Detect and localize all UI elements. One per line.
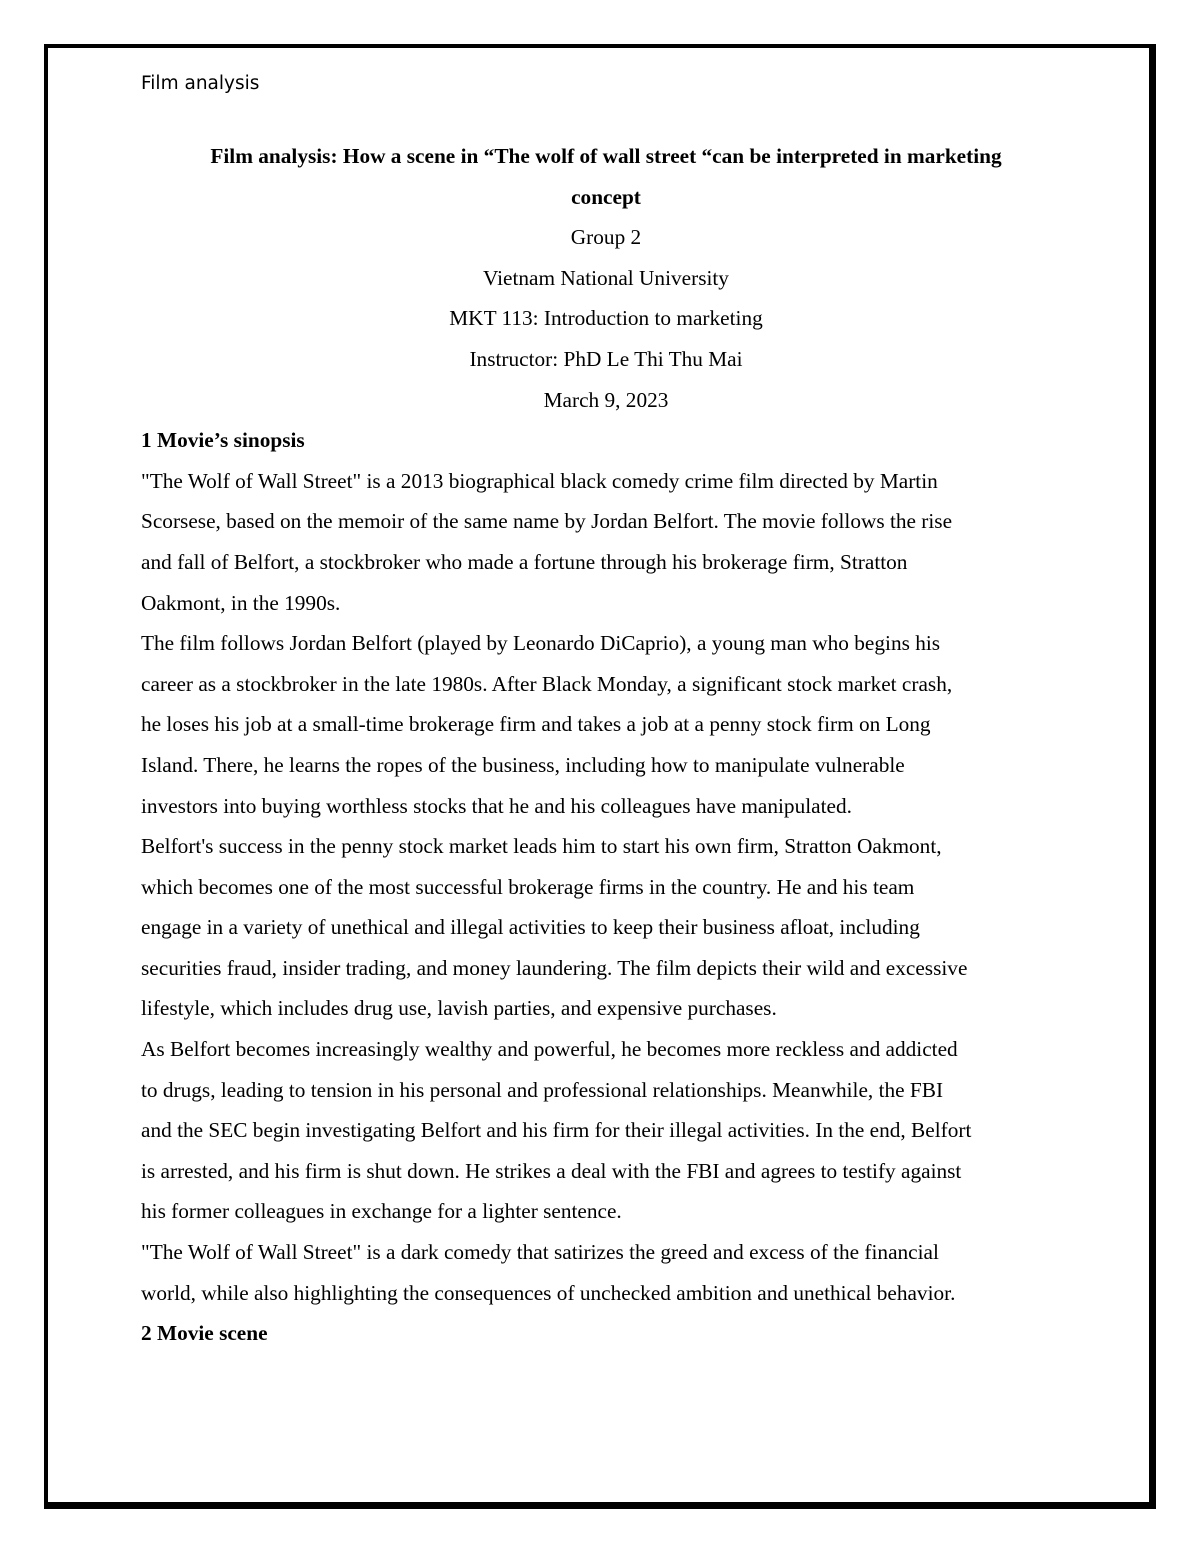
paragraph [141, 1232, 1071, 1313]
header-label: Film analysis [141, 73, 260, 94]
paragraph-line: his former colleagues in exchange for a lighter sentence. [141, 1199, 622, 1224]
paragraph [141, 826, 1071, 1029]
paragraph-line: and fall of Belfort, a stockbroker who made a fortune through his brokerage firm, Stratton [141, 549, 908, 574]
section-heading-movie-scene: 2 Movie scene [141, 1321, 268, 1346]
paragraph-line: "The Wolf of Wall Street" is a dark comedy that satirizes the greed and excess of the financial [141, 1240, 939, 1265]
paragraph-line: lifestyle, which includes drug use, lavish parties, and expensive purchases. [141, 996, 777, 1021]
paragraph-line: securities fraud, insider trading, and money laundering. The film depicts their wild and excessive [141, 955, 968, 980]
title-line: concept [571, 184, 641, 209]
paragraph-line: Scorsese, based on the memoir of the same name by Jordan Belfort. The movie follows the rise [141, 509, 953, 534]
university-name: Vietnam National University [483, 265, 729, 290]
title-line: Film analysis: How a scene in “The wolf of wall street “can be interpreted in marketing [210, 144, 1002, 168]
paragraph-line: engage in a variety of unethical and illegal activities to keep their business afloat, including [141, 915, 920, 940]
paragraph-line: is arrested, and his firm is shut down. He strikes a deal with the FBI and agrees to testify against [141, 1158, 962, 1183]
instructor-name: Instructor: PhD Le Thi Thu Mai [469, 346, 743, 371]
paragraph [141, 623, 1071, 826]
paragraph-line: investors into buying worthless stocks that he and his colleagues have manipulated. [141, 793, 852, 818]
course-name: MKT 113: Introduction to marketing [449, 306, 763, 331]
paragraph [141, 1029, 1071, 1232]
paragraph-line: world, while also highlighting the consequences of unchecked ambition and unethical behavior. [141, 1280, 956, 1305]
paragraph-line: he loses his job at a small-time brokerage firm and takes a job at a penny stock firm on Long [141, 712, 931, 737]
paragraph-line: As Belfort becomes increasingly wealthy and powerful, he becomes more reckless and addicted [141, 1037, 958, 1062]
paragraph-line: career as a stockbroker in the late 1980s. After Black Monday, a significant stock market crash, [141, 671, 953, 696]
section-heading-synopsis: 1 Movie’s sinopsis [141, 428, 305, 453]
document-title [141, 136, 1071, 217]
group-name: Group 2 [570, 225, 642, 250]
paragraph-line: The film follows Jordan Belfort (played by Leonardo DiCaprio), a young man who begins his [141, 631, 941, 656]
paragraph [141, 461, 1071, 623]
paragraph-line: Oakmont, in the 1990s. [141, 590, 341, 615]
paragraph-line: to drugs, leading to tension in his personal and professional relationships. Meanwhile, the FBI [141, 1077, 944, 1102]
document-date: March 9, 2023 [543, 387, 669, 412]
paragraph-line: Belfort's success in the penny stock market leads him to start his own firm, Stratton Oakmont, [141, 834, 942, 859]
document-body [141, 136, 1071, 1354]
paragraph-line: "The Wolf of Wall Street" is a 2013 biographical black comedy crime film directed by Martin [141, 468, 938, 493]
paragraph-line: which becomes one of the most successful brokerage firms in the country. He and his team [141, 874, 915, 899]
paragraph-line: and the SEC begin investigating Belfort and his firm for their illegal activities. In the end, Belfort [141, 1118, 972, 1143]
paragraph-line: Island. There, he learns the ropes of the business, including how to manipulate vulnerable [141, 752, 905, 777]
